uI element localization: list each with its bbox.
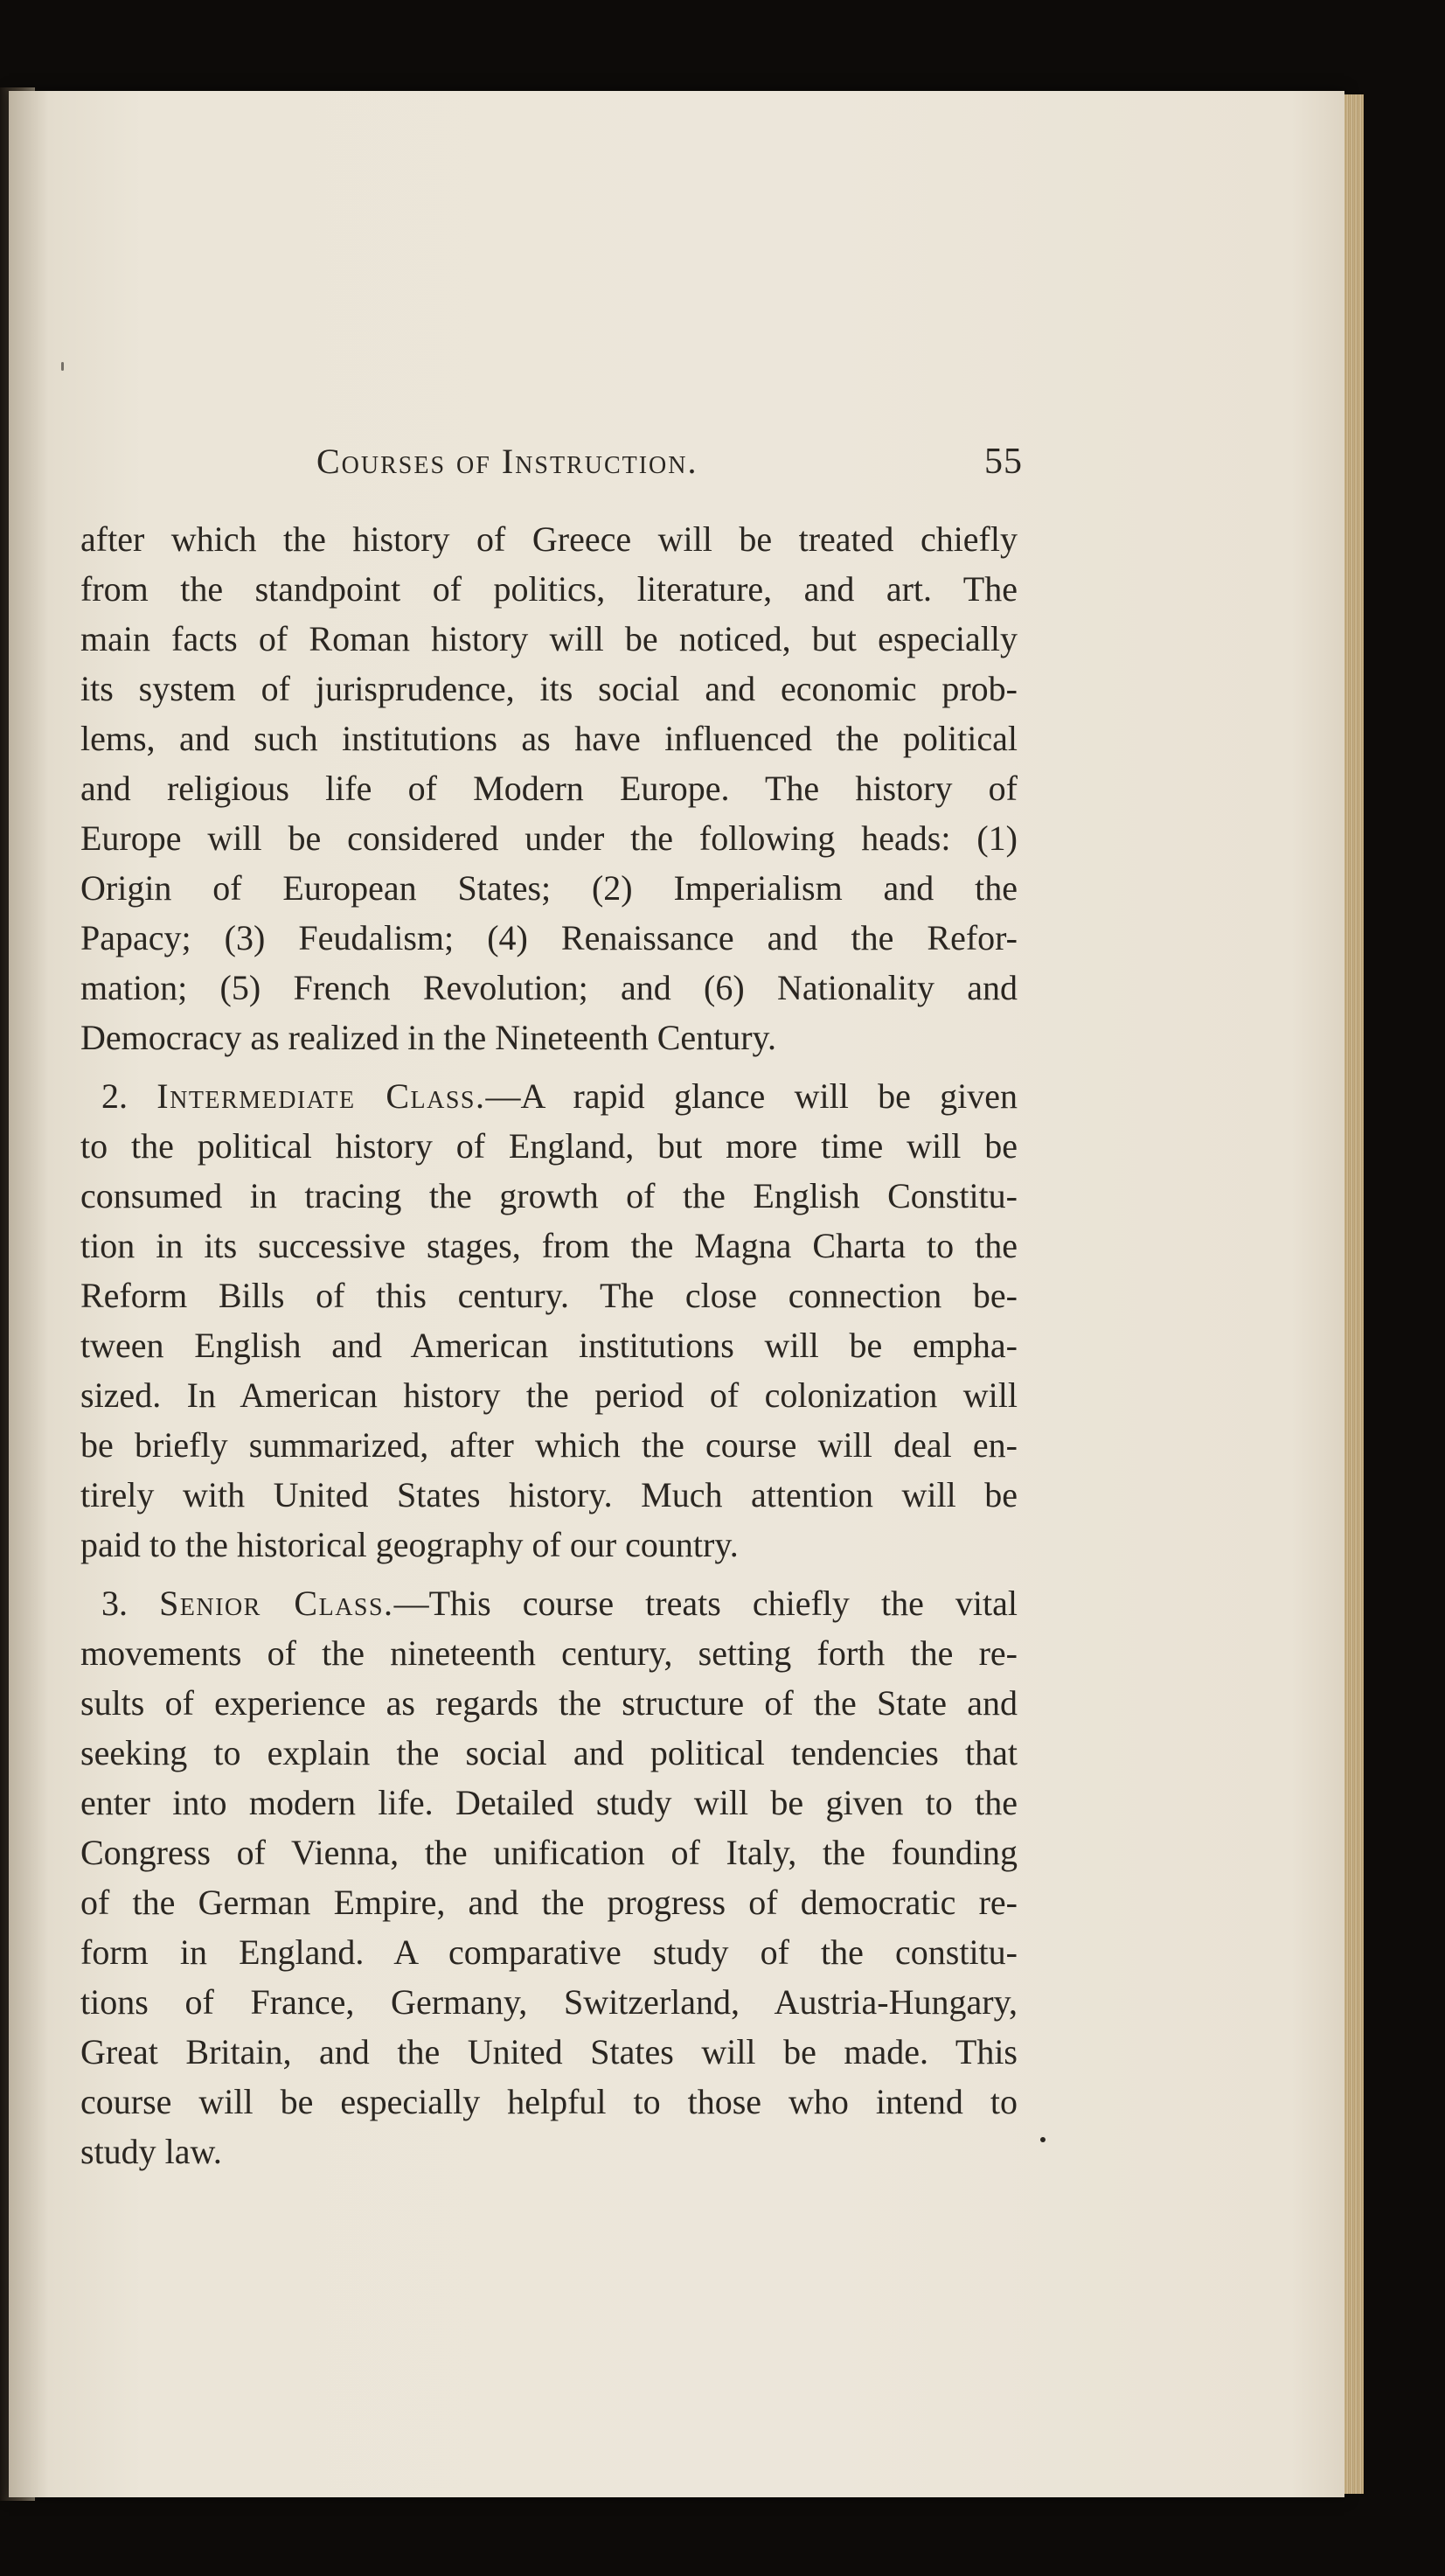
paragraph-intermediate-class (80, 1071, 1018, 1570)
paragraph-senior-class (80, 1578, 1018, 2176)
text-line: Reform Bills of this century. The close connection be- (80, 1276, 1018, 1315)
text-line: Papacy; (3) Feudalism; (4) Renaissance and the Refor- (80, 918, 1018, 957)
paragraph-continued (80, 514, 1018, 1062)
text-line: from the standpoint of politics, literature, and art. The (80, 569, 1018, 609)
speck-mark (1040, 2137, 1046, 2142)
text-line: Great Britain, and the United States will be made. This (80, 2032, 1018, 2071)
text-line: to the political history of England, but more time will be (80, 1126, 1018, 1166)
text-line: mation; (5) French Revolution; and (6) Nationality and (80, 968, 1018, 1007)
first-line-text: —A rapid glance will be given (485, 1076, 1018, 1116)
text-line: Democracy as realized in the Nineteenth Century. (80, 1018, 776, 1057)
text-line: Europe will be considered under the following heads: (1) (80, 818, 1018, 858)
text-line: seeking to explain the social and political tendencies that (80, 1733, 1018, 1772)
text-line: Congress of Vienna, the unification of Italy, the founding (80, 1833, 1018, 1872)
text-line: course will be especially helpful to those who intend to (80, 2082, 1018, 2121)
text-line: tirely with United States history. Much attention will be (80, 1475, 1018, 1514)
section-heading: Senior Class. (159, 1584, 394, 1623)
text-line: its system of jurisprudence, its social and economic prob- (80, 669, 1018, 708)
body-text (80, 514, 1018, 2176)
text-line: sults of experience as regards the structure of the State and (80, 1683, 1018, 1723)
page-edge (1344, 94, 1364, 2494)
text-line: movements of the nineteenth century, setting forth the re- (80, 1633, 1018, 1673)
paragraph-first-line (80, 1578, 1018, 1628)
text-line: Origin of European States; (2) Imperialism and the (80, 868, 1018, 908)
text-line: tween English and American institutions will be empha- (80, 1326, 1018, 1365)
paragraph-first-line (80, 1071, 1018, 1121)
text-line: after which the history of Greece will be treated chiefly (80, 519, 1018, 559)
book-page (9, 91, 1344, 2497)
paragraph-number: 3. (101, 1584, 128, 1623)
running-head (306, 441, 1023, 493)
speck-mark (61, 362, 64, 371)
running-title: Courses of Instruction. (316, 442, 698, 481)
text-line: paid to the historical geography of our country. (80, 1525, 739, 1564)
text-line: form in England. A comparative study of the constitu- (80, 1932, 1018, 1972)
text-line: consumed in tracing the growth of the English Constitu- (80, 1176, 1018, 1215)
text-line: tion in its successive stages, from the Magna Charta to the (80, 1226, 1018, 1265)
text-line: sized. In American history the period of colonization will (80, 1375, 1018, 1415)
page-number: 55 (984, 442, 1023, 482)
text-line: lems, and such institutions as have influenced the political (80, 719, 1018, 758)
paragraph-number: 2. (101, 1076, 128, 1116)
text-line: study law. (80, 2132, 222, 2171)
text-line: be briefly summarized, after which the course will deal en- (80, 1425, 1018, 1465)
text-line: and religious life of Modern Europe. The history of (80, 769, 1018, 808)
text-line: enter into modern life. Detailed study will be given to the (80, 1783, 1018, 1822)
section-heading: Intermediate Class. (156, 1076, 486, 1116)
text-line: tions of France, Germany, Switzerland, Austria-Hungary, (80, 1982, 1018, 2022)
text-line: of the German Empire, and the progress of democratic re- (80, 1883, 1018, 1922)
text-line: main facts of Roman history will be noticed, but especially (80, 619, 1018, 658)
first-line-text: —This course treats chiefly the vital (393, 1584, 1018, 1623)
